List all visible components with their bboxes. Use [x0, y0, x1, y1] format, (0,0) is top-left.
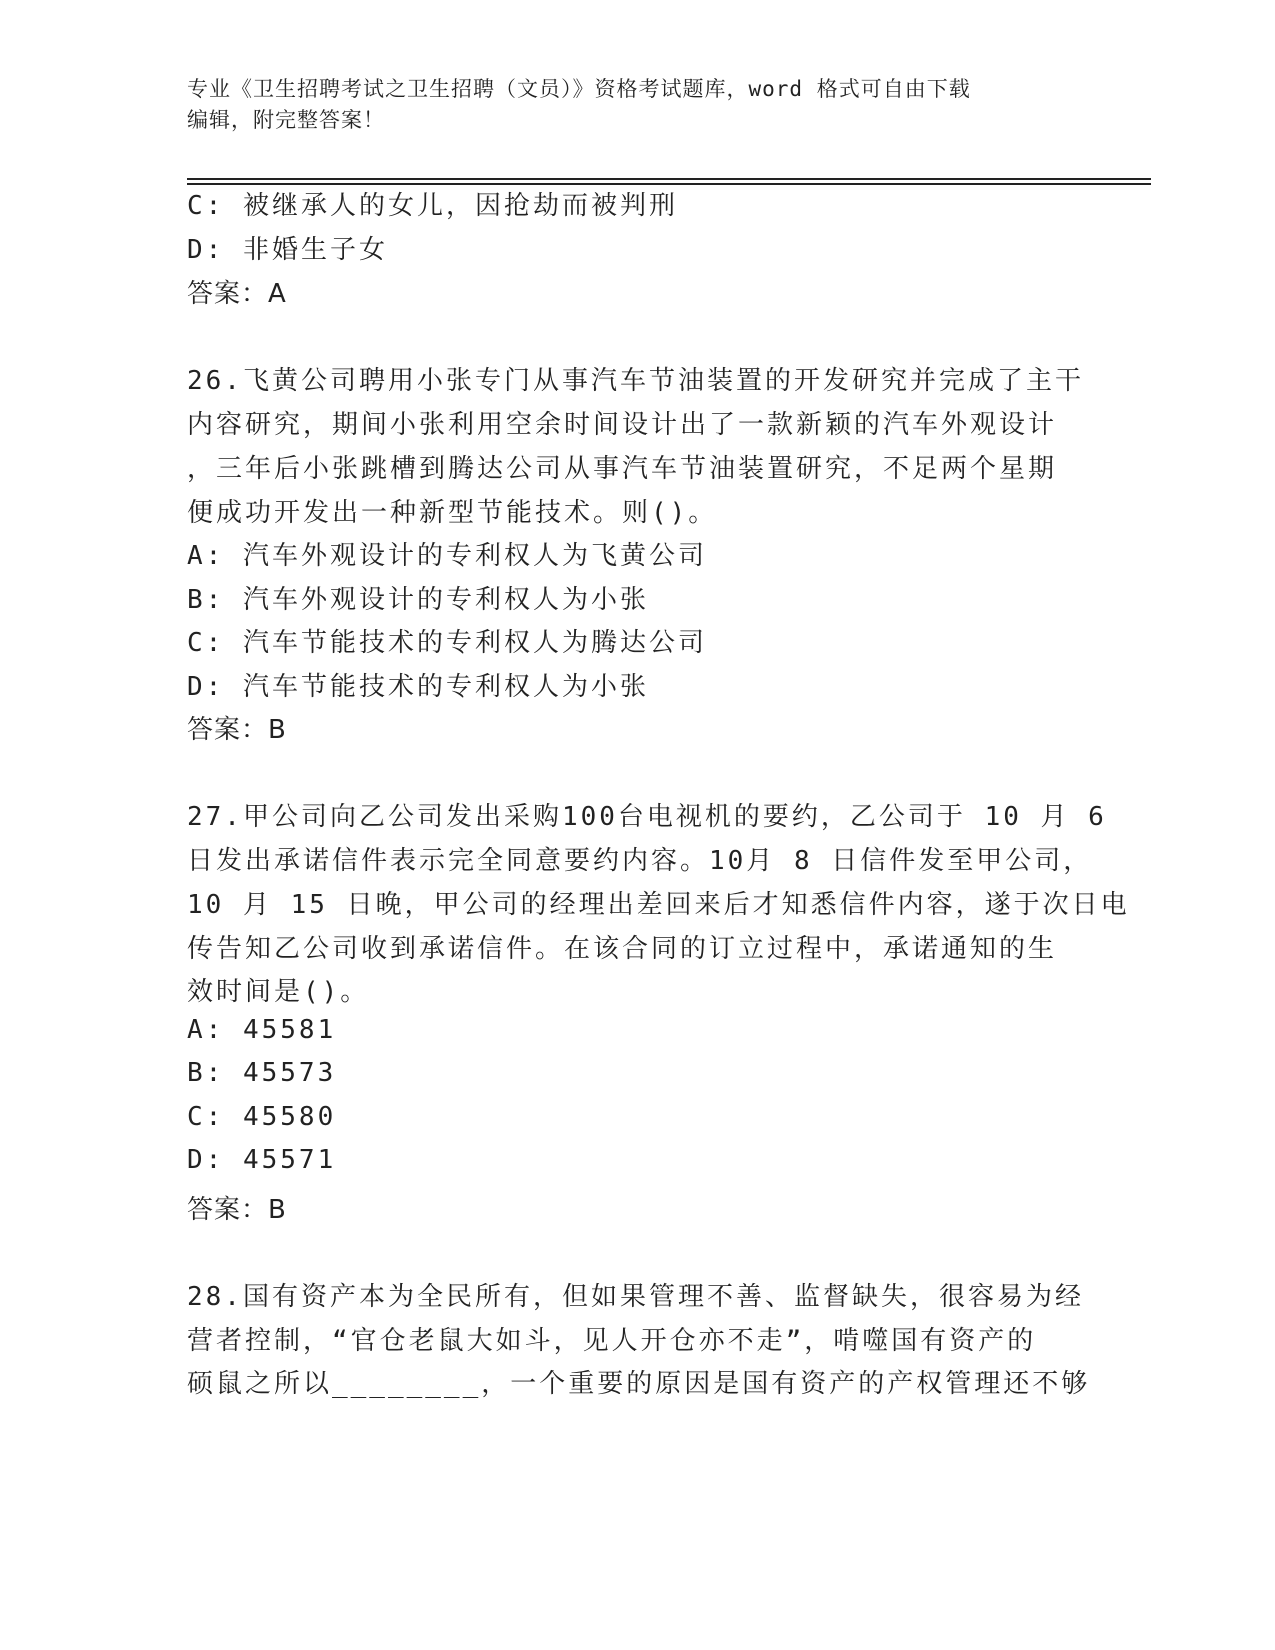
answer-value: B	[268, 715, 287, 745]
q28-stem-line-1: 28.国有资产本为全民所有，但如果管理不善、监督缺失，很容易为经	[187, 1282, 1084, 1312]
answer-value: B	[268, 1195, 287, 1225]
q27-option-d: D: 45571	[187, 1145, 337, 1175]
q27-option-a: A: 45581	[187, 1015, 337, 1045]
q27-stem-line-2: 日发出承诺信件表示完全同意要约内容。10月 8 日信件发至甲公司，	[187, 846, 1093, 876]
q27-option-b: B: 45573	[187, 1058, 337, 1088]
page-header	[187, 74, 1067, 136]
header-line-1: 专业《卫生招聘考试之卫生招聘（文员）》资格考试题库，word 格式可自由下载	[187, 77, 971, 101]
q28-stem-line-3: 硕鼠之所以________，一个重要的原因是国有资产的产权管理还不够	[187, 1369, 1091, 1399]
answer-label: 答案：	[187, 715, 269, 745]
q26-option-d: D: 汽车节能技术的专利权人为小张	[187, 672, 649, 702]
q26-stem-line-3: ，三年后小张跳槽到腾达公司从事汽车节油装置研究，不足两个星期	[187, 454, 1058, 484]
q27-stem-line-5: 效时间是()。	[187, 977, 370, 1007]
q26-answer	[187, 709, 287, 746]
q26-option-b: B: 汽车外观设计的专利权人为小张	[187, 585, 649, 615]
answer-label: 答案：	[187, 1195, 269, 1225]
q27-answer	[187, 1189, 287, 1226]
answer-label: 答案：	[187, 279, 269, 309]
q27-stem-line-3: 10 月 15 日晚，甲公司的经理出差回来后才知悉信件内容，遂于次日电	[187, 890, 1130, 920]
q26-stem-line-4: 便成功开发出一种新型节能技术。则()。	[187, 498, 718, 528]
q26-option-c: C: 汽车节能技术的专利权人为腾达公司	[187, 628, 707, 658]
q27-option-c: C: 45580	[187, 1102, 337, 1132]
q26-stem-line-2: 内容研究，期间小张利用空余时间设计出了一款新颖的汽车外观设计	[187, 410, 1058, 440]
q25-option-d: D: 非婚生子女	[187, 235, 388, 265]
q26-option-a: A: 汽车外观设计的专利权人为飞黄公司	[187, 541, 707, 571]
q25-answer	[187, 273, 287, 310]
q27-stem-line-4: 传告知乙公司收到承诺信件。在该合同的订立过程中，承诺通知的生	[187, 934, 1058, 964]
q25-option-c: C: 被继承人的女儿，因抢劫而被判刑	[187, 191, 678, 221]
q27-stem-line-1: 27.甲公司向乙公司发出采购100台电视机的要约，乙公司于 10 月 6	[187, 802, 1107, 832]
header-line-2: 编辑，附完整答案！	[187, 108, 385, 132]
q26-stem-line-1: 26.飞黄公司聘用小张专门从事汽车节油装置的开发研究并完成了主干	[187, 366, 1084, 396]
header-divider-top	[187, 178, 1151, 180]
answer-value: A	[268, 279, 287, 309]
q28-stem-line-2: 营者控制，“官仓老鼠大如斗，见人开仓亦不走”，啃噬国有资产的	[187, 1326, 1037, 1356]
